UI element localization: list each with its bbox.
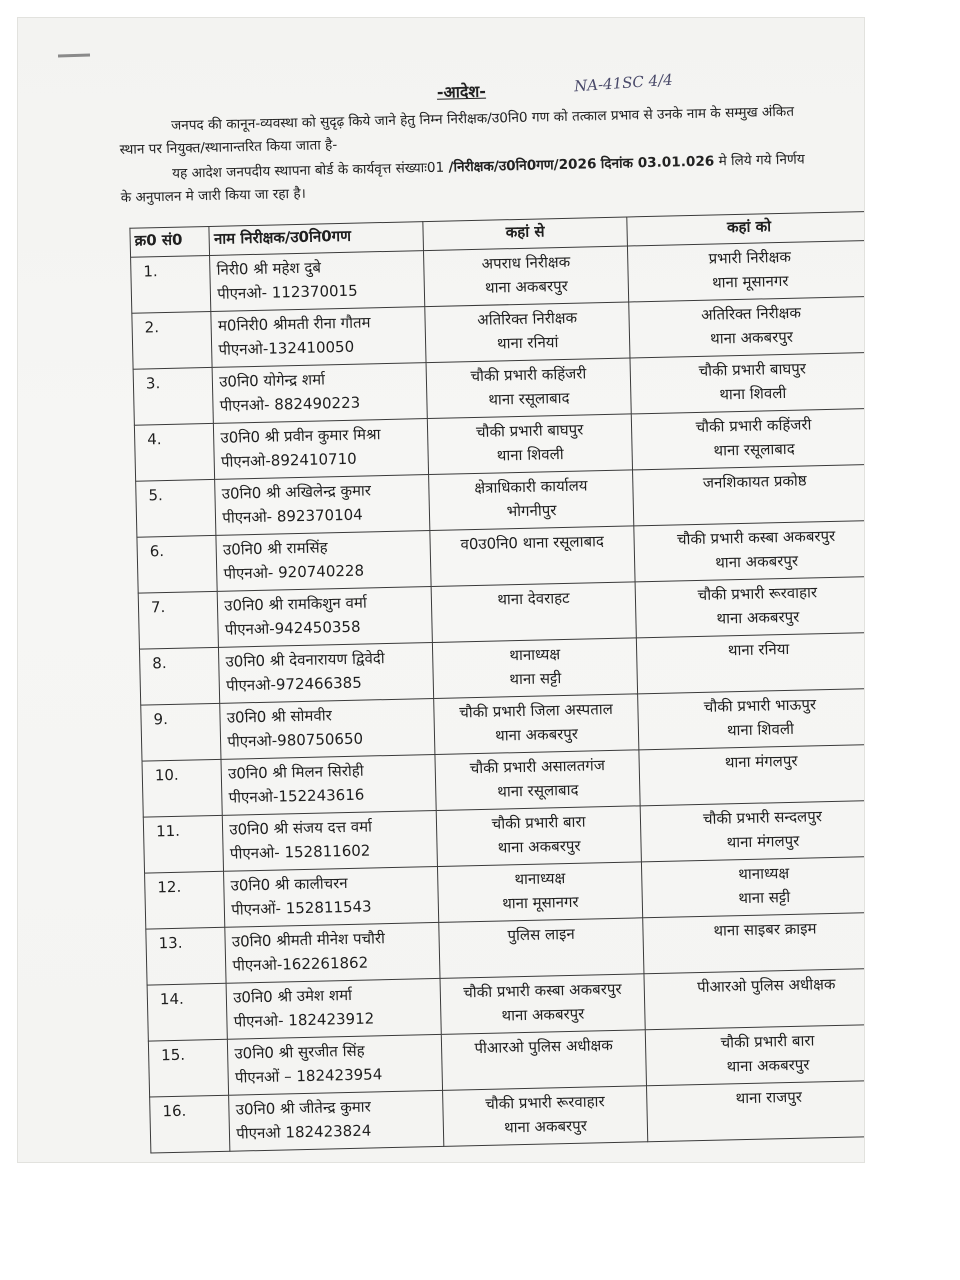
serial-cell-sno: 1. [143,262,158,281]
serial-cell [141,703,222,761]
to-cell-to2: थाना मंगलपुर [726,831,800,852]
to-cell-to1: प्रभारी निरीक्षक [708,247,792,268]
to-cell [638,688,864,750]
to-cell [645,1024,864,1086]
serial-cell [142,759,223,817]
serial-cell-sno: 10. [154,765,179,785]
officer-cell [225,922,440,983]
from-cell [433,638,638,699]
officer-cell-pno: पीएनओ- 882490223 [219,393,361,415]
officer-cell [214,419,429,480]
serial-cell [138,591,219,649]
officer-cell-name: उ0नि0 श्री संजय दत्त वर्मा [229,817,373,839]
order-content [118,62,836,1153]
from-cell-from1: चौकी प्रभारी कहिंजरी [470,364,587,386]
from-cell-from1: चौकी प्रभारी बारा [491,812,586,833]
officer-cell-name: उ0नि0 श्री सुरजीत सिंह [234,1041,365,1063]
officer-cell-pno: पीएनओ- 892370104 [222,505,363,527]
to-cell [641,856,864,918]
officer-cell-name: उ0नि0 श्री रामसिंह [222,538,328,559]
serial-cell-sno: 3. [145,374,161,393]
to-cell [643,912,864,974]
from-cell [436,806,641,867]
pen-mark [58,53,90,57]
serial-cell [136,479,217,537]
serial-cell-sno: 2. [144,318,160,337]
from-cell-from2: थाना अकबरपुर [503,1116,588,1137]
from-cell-from2: थाना मूसानगर [502,892,579,913]
to-cell-to1: चौकी प्रभारी सन्दलपुर [702,807,823,828]
officer-cell [224,866,439,927]
officer-cell-name: उ0नि0 श्री मिलन सिरोही [227,761,364,783]
order-paragraph-1-text: जनपद की कानून-व्यवस्था को सुदृढ़ किये जाने हेतु निम्न निरीक्षक/उ0नि0 गण को तत्काल प्रभाव से उनके नाम के सम्मुख अंकित स्थान पर नियुक्त/स्थानान्तरित किया जाता है- [119,103,795,158]
officer-cell-name: उ0नि0 श्री उमेश शर्मा [233,985,353,1007]
serial-cell-sno: 14. [159,989,184,1009]
serial-cell-sno: 13. [158,933,183,953]
officer-cell-pno: पीएनओ-162261862 [232,953,369,975]
officer-cell-pno: पीएनओ-980750650 [227,729,364,751]
header-from: कहां से [423,217,627,251]
from-cell [440,974,645,1035]
to-cell [646,1080,864,1142]
officer-cell [228,1034,443,1095]
to-cell [639,744,864,806]
to-cell-to2: थाना अकबरपुर [716,607,800,628]
from-cell [431,582,636,643]
serial-cell-sno: 6. [149,542,165,561]
order-title: -आदेश- [436,81,487,102]
officer-cell-pno: पीएनओ- 182423912 [233,1009,375,1031]
order-paragraph-2-suffix: मे लिये गये निर्णय के अनुपालन मे जारी किया जा रहा है। [120,151,805,206]
from-cell [425,302,630,363]
from-cell [430,526,635,587]
officer-cell [216,531,431,592]
serial-cell-sno: 9. [153,710,169,729]
from-cell [439,918,644,979]
officer-cell [219,643,434,704]
from-cell-from2: थाना अकबरपुर [484,276,569,297]
from-cell [435,750,640,811]
from-cell-from2: थाना अकबरपुर [494,724,579,745]
to-cell [635,576,864,638]
serial-cell [147,983,228,1041]
serial-cell [139,647,220,705]
from-cell-from2: थाना अकबरपुर [497,836,581,857]
order-reference-number: /निरीक्षक/उ0नि0गण/2026 [448,156,597,176]
to-cell-to1: चौकी प्रभारी भाऊपुर [703,695,817,716]
serial-cell [132,311,213,369]
officer-cell-pno: पीएनओ-152243616 [228,785,365,807]
serial-cell [134,423,215,481]
serial-cell-sno: 8. [152,654,167,673]
officer-cell [221,754,436,815]
from-cell [424,246,629,307]
officer-cell [215,475,430,536]
officer-cell [229,1090,444,1151]
from-cell-from1: चौकी प्रभारी जिला अस्पताल [459,699,614,722]
order-paragraph-2-prefix: यह आदेश जनपदीय स्थापना बोर्ड के कार्यवृत्त संख्याः01 [172,159,445,182]
to-cell-to2: थाना अकबरपुर [726,1055,810,1076]
officer-cell [211,307,426,368]
serial-cell [148,1039,229,1097]
from-cell-from1: पुलिस लाइन [507,924,575,945]
officer-cell-pno: पीएनओ- 112370015 [217,281,358,303]
order-date: दिनांक 03.01.026 [600,153,715,173]
to-cell [644,968,864,1030]
from-cell-from1: अतिरिक्त निरीक्षक [477,308,578,329]
officer-cell [226,978,441,1039]
officer-cell [223,810,438,871]
officer-cell-name: उ0नि0 श्रीमती मीनेश पचौरी [231,929,386,951]
officer-cell-name: उ0नि0 श्री रामकिशुन वर्मा [224,593,367,615]
serial-cell-sno: 4. [147,430,162,449]
from-cell-from1: थाना देवराहट [497,588,570,609]
from-cell-from2: थाना अकबरपुर [501,1004,585,1025]
serial-cell [137,535,218,593]
to-cell-to2: थाना शिवली [726,719,795,740]
from-cell-from1: क्षेत्राधिकारी कार्यालय [474,476,588,498]
from-cell-from2: थाना रसूलाबाद [497,780,579,801]
to-cell [633,464,864,526]
to-cell-to2: थाना मूसानगर [711,271,789,292]
serial-cell [143,815,224,873]
officer-cell-pno: पीएनओ-132410050 [218,337,355,359]
officer-cell [212,363,427,424]
from-cell-from1: व0उ0नि0 थाना रसूलाबाद [460,532,605,554]
serial-cell [146,927,227,985]
from-cell-from1: थानाध्यक्ष [509,645,561,665]
from-cell [429,470,634,531]
serial-cell-sno: 7. [150,598,166,617]
officer-cell [210,251,425,312]
officer-cell-name: उ0नि0 श्री प्रवीन कुमार मिश्रा [220,425,381,447]
from-cell-from1: चौकी प्रभारी बाघपुर [475,420,584,441]
to-cell-to2: थाना अकबरपुर [715,551,799,572]
from-cell [441,1030,646,1091]
serial-cell-sno: 16. [162,1101,187,1121]
from-cell-from1: अपराध निरीक्षक [481,252,571,273]
to-cell [636,632,864,694]
officer-cell-name: म0निरी0 श्रीमती रीना गौतम [217,313,371,335]
to-cell [627,240,864,302]
officer-cell-name: उ0नि0 योगेन्द्र शर्मा [219,370,326,391]
from-cell [427,414,632,475]
officer-cell-name: उ0नि0 श्री अखिलेन्द्र कुमार [221,481,372,503]
officer-cell-name: उ0नि0 श्री देवनारायण द्विवेदी [225,649,385,671]
officer-cell-pno: पीएनओ-942450358 [224,617,361,639]
officer-cell-pno: पीएनओ-892410710 [220,449,357,471]
from-cell-from2: थाना सट्टी [509,669,562,689]
from-cell-from1: थानाध्यक्ष [514,869,566,889]
serial-cell [150,1095,231,1153]
officer-cell-pno: पीएनओ-972466385 [225,673,362,695]
from-cell-from2: थाना शिवली [496,444,564,465]
serial-cell [131,255,212,313]
serial-cell-sno: 11. [155,821,181,841]
officer-cell-name: उ0नि0 श्री जीतेन्द्र कुमार [235,1097,371,1119]
from-cell [426,358,631,419]
to-cell-to1: जनशिकायत प्रकोष्ठ [702,471,807,492]
header-serial: क्र0 सं0 [130,226,210,257]
to-cell [629,296,864,358]
serial-cell [133,367,214,425]
to-cell-to1: थाना राजपुर [735,1087,803,1108]
from-cell [434,694,639,755]
to-cell-to2: थाना शिवली [719,383,787,404]
officer-cell [220,698,435,759]
document-page [18,18,864,1162]
to-cell [631,408,864,470]
serial-cell-sno: 12. [157,877,182,897]
officer-cell-pno: पीएनओ- 152811602 [229,841,371,863]
officer-cell-name: उ0नि0 श्री सोमवीर [226,706,332,727]
to-cell [634,520,864,582]
header-to: कहां को [627,211,864,246]
officer-cell [217,587,432,648]
to-cell-to1: अतिरिक्त निरीक्षक [700,303,802,324]
table-body [131,240,864,1153]
from-cell-from1: चौकी प्रभारी कस्बा अकबरपुर [463,979,622,1002]
officer-cell-pno: पीएनओं – 182423954 [234,1065,383,1087]
to-cell-to1: पीआरओ पुलिस अधीक्षक [696,974,836,997]
serial-cell-sno: 5. [148,486,163,505]
officer-cell-pno: पीएनओ- 920740228 [223,561,365,583]
from-cell-from1: पीआरओ पुलिस अधीक्षक [474,1036,614,1058]
handwritten-reference-note: NA-41SC 4/4 [573,70,674,96]
from-cell [443,1086,648,1147]
to-cell-to1: थानाध्यक्ष [738,863,790,884]
serial-cell-sno: 15. [160,1045,186,1065]
officer-cell-pno: पीएनओ 182423824 [236,1121,372,1143]
from-cell-from2: थाना रसूलाबाद [488,388,570,409]
officer-cell-name: उ0नि0 श्री कालीचरन [230,873,348,895]
officer-cell-pno: पीएनओं- 152811543 [231,897,372,919]
to-cell-to1: चौकी प्रभारी रूरवाहार [697,583,818,604]
transfer-table [129,211,864,1154]
from-cell [438,862,643,923]
header-name: नाम निरीक्षक/उ0नि0गण [209,222,423,256]
to-cell-to1: चौकी प्रभारी बाघपुर [698,359,807,380]
to-cell-to1: चौकी प्रभारी बारा [720,1031,815,1052]
to-cell-to1: थाना साइबर क्राइम [713,919,817,940]
to-cell-to2: थाना अकबरपुर [709,327,794,348]
to-cell [630,352,864,414]
to-cell-to1: थाना रनिया [727,639,790,660]
to-cell-to1: चौकी प्रभारी कहिंजरी [695,415,812,436]
from-cell-from2: भोगनीपुर [506,501,557,521]
to-cell-to2: थाना रसूलाबाद [713,439,795,460]
from-cell-from1: चौकी प्रभारी रूरवाहार [485,1092,605,1113]
to-cell [640,800,864,862]
officer-cell-name: निरी0 श्री महेश दुबे [216,258,322,279]
to-cell-to1: थाना मंगलपुर [724,751,798,772]
to-cell-to2: थाना सट्टी [738,887,791,908]
from-cell-from1: चौकी प्रभारी असालतगंज [469,756,606,778]
to-cell-to1: चौकी प्रभारी कस्बा अकबरपुर [676,526,836,549]
from-cell-from2: थाना रनियां [496,333,559,353]
serial-cell [145,871,226,929]
